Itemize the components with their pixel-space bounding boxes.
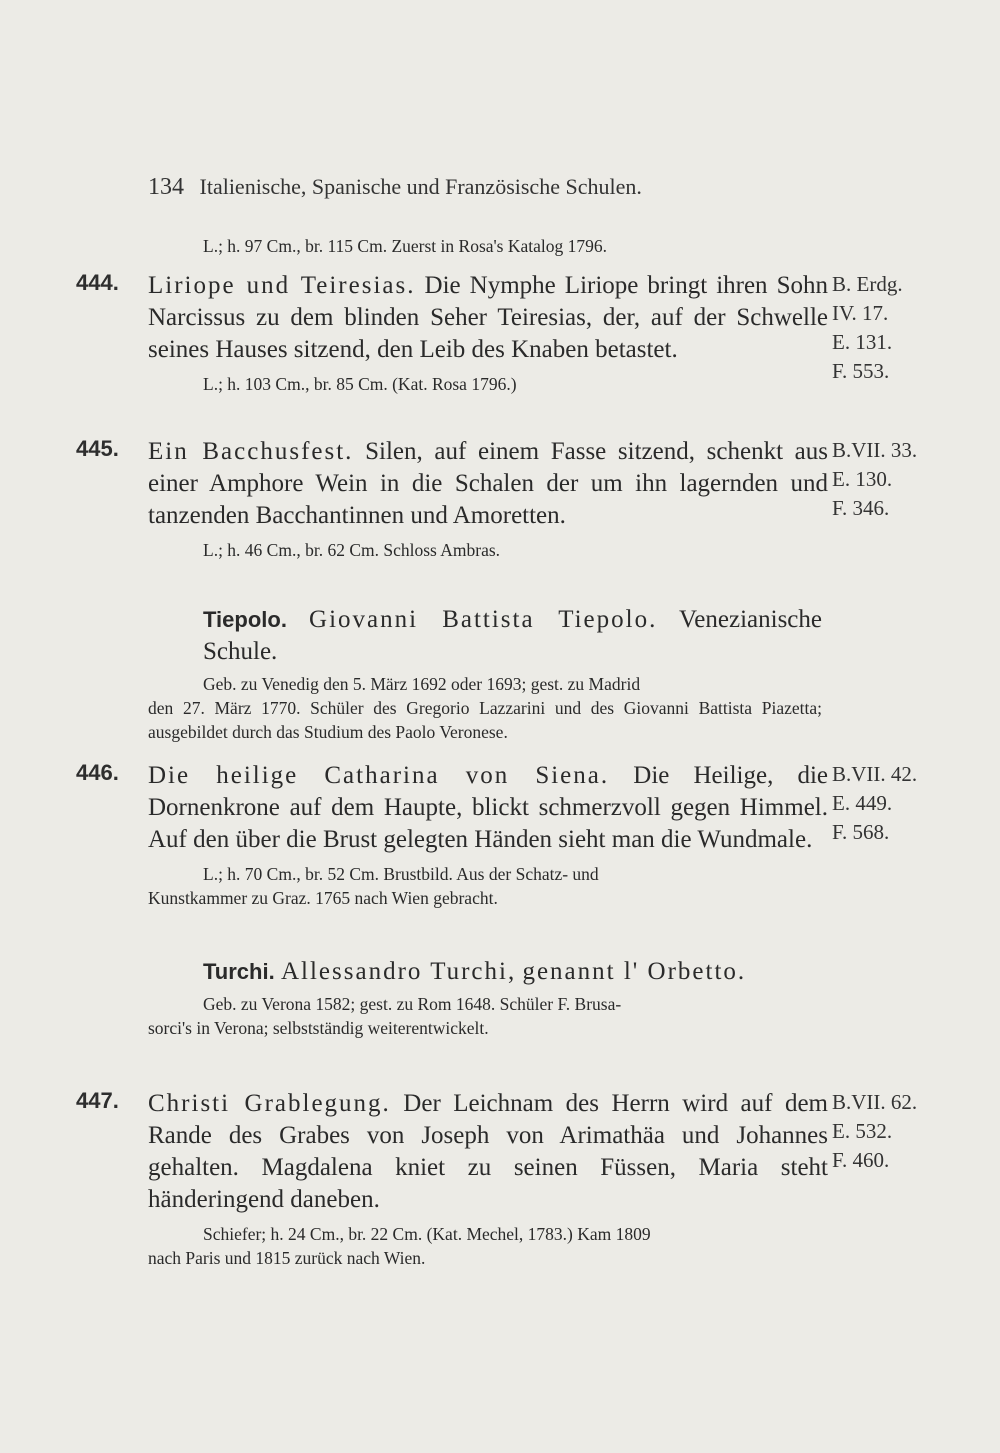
artist-full-name: Giovanni Battista Tiepolo. — [309, 606, 658, 633]
reference: F. 460. — [832, 1148, 890, 1172]
reference: E. 532. — [832, 1119, 893, 1143]
reference: F. 568. — [832, 820, 890, 844]
reference: IV. 17. — [832, 301, 889, 325]
catalog-entry-445 — [76, 436, 828, 562]
reference: F. 553. — [832, 359, 890, 383]
entry-details — [148, 862, 828, 910]
bio-rest: sorci's in Verona; selbstständig weiterentwickelt. — [148, 1018, 489, 1038]
artist-heading-turchi — [148, 956, 822, 1040]
entry-title: Christi Grablegung. — [148, 1090, 391, 1117]
entry-details: L.; h. 46 Cm., br. 62 Cm. Schloss Ambras. — [203, 540, 501, 560]
reference: E. 131. — [832, 330, 893, 354]
entry-title: Liriope und Teiresias. — [148, 272, 416, 299]
artist-line — [148, 604, 822, 668]
artist-biography — [148, 672, 822, 744]
entry-text: Silen, auf einem Fasse sitzend, schenkt aus einer Amphore Wein in die Schalen der um ihn lagernden und tanzenden Bacchantinnen und Amoretten. — [148, 438, 828, 529]
artist-full-name: Allessandro Turchi, — [280, 958, 517, 985]
reference: F. 346. — [832, 496, 890, 520]
running-header — [148, 174, 642, 201]
bio-first-line: Geb. zu Venedig den 5. März 1692 oder 1693; gest. zu Madrid — [203, 674, 641, 694]
entry-description — [148, 760, 828, 856]
artist-school: Venezianische Schule. — [203, 606, 822, 665]
entry-text: Der Leichnam des Herrn wird auf dem Rande des Grabes von Joseph von Arimathäa und Johannes gehalten. Magdalena kniet zu seinen Füssen, Maria steht händeringend daneben. — [148, 1090, 828, 1213]
header-title: Italienische, Spanische und Französische Schulen. — [199, 174, 642, 199]
entry-details — [148, 1222, 828, 1270]
details-rest: nach Paris und 1815 zurück nach Wien. — [148, 1248, 426, 1268]
details-first-line: L.; h. 70 Cm., br. 52 Cm. Brustbild. Aus der Schatz- und — [203, 864, 599, 884]
previous-entry-details: L.; h. 97 Cm., br. 115 Cm. Zuerst in Rosa's Katalog 1796. — [203, 236, 608, 256]
entry-number: 444. — [76, 270, 119, 295]
artist-name: Tiepolo. — [203, 607, 287, 632]
reference: E. 130. — [832, 467, 893, 491]
artist-epithet: genannt l' Orbetto. — [522, 958, 747, 985]
entry-details: L.; h. 103 Cm., br. 85 Cm. (Kat. Rosa 1796.) — [203, 374, 517, 394]
details-rest: Kunstkammer zu Graz. 1765 nach Wien gebracht. — [148, 888, 498, 908]
entry-references-446 — [832, 760, 917, 847]
entry-title: Die heilige Catharina von Siena. — [148, 762, 610, 789]
bio-rest: den 27. März 1770. Schüler des Gregorio Lazzarini und des Giovanni Battista Piazetta; ausgebildet durch das Studium des Paolo Veronese. — [148, 698, 822, 742]
entry-title: Ein Bacchusfest. — [148, 438, 354, 465]
reference: B.VII. 62. — [832, 1090, 918, 1114]
artist-name: Turchi. — [203, 959, 275, 984]
page-number: 134 — [148, 174, 184, 200]
entry-number: 446. — [76, 760, 119, 785]
details-first-line: Schiefer; h. 24 Cm., br. 22 Cm. (Kat. Mechel, 1783.) Kam 1809 — [203, 1224, 651, 1244]
entry-description — [148, 1088, 828, 1216]
entry-description — [148, 270, 828, 366]
artist-biography — [148, 992, 822, 1040]
reference: B. Erdg. — [832, 272, 903, 296]
entry-text: Die Heilige, die Dornenkrone auf dem Haupte, blickt schmerzvoll gegen Himmel. Auf den über die Brust gelegten Händen sieht man die Wundmale. — [148, 762, 828, 853]
entry-references-445 — [832, 436, 917, 523]
bio-first-line: Geb. zu Verona 1582; gest. zu Rom 1648. Schüler F. Brusa- — [203, 994, 622, 1014]
entry-number: 447. — [76, 1088, 119, 1113]
catalog-entry-446 — [76, 760, 828, 910]
entry-description — [148, 436, 828, 532]
reference: B.VII. 33. — [832, 438, 918, 462]
entry-references-447 — [832, 1088, 917, 1175]
entry-text: Die Nymphe Liriope bringt ihren Sohn Narcissus zu dem blinden Seher Teiresias, der, auf der Schwelle seines Hauses sitzend, den Leib des Knaben betastet. — [148, 272, 829, 363]
reference: E. 449. — [832, 791, 893, 815]
artist-heading-tiepolo — [148, 604, 822, 744]
catalog-entry-444 — [76, 270, 829, 396]
reference: B.VII. 42. — [832, 762, 918, 786]
entry-references-444 — [832, 270, 903, 386]
artist-line — [148, 956, 822, 988]
catalog-entry-447 — [76, 1088, 828, 1270]
entry-number: 445. — [76, 436, 119, 461]
